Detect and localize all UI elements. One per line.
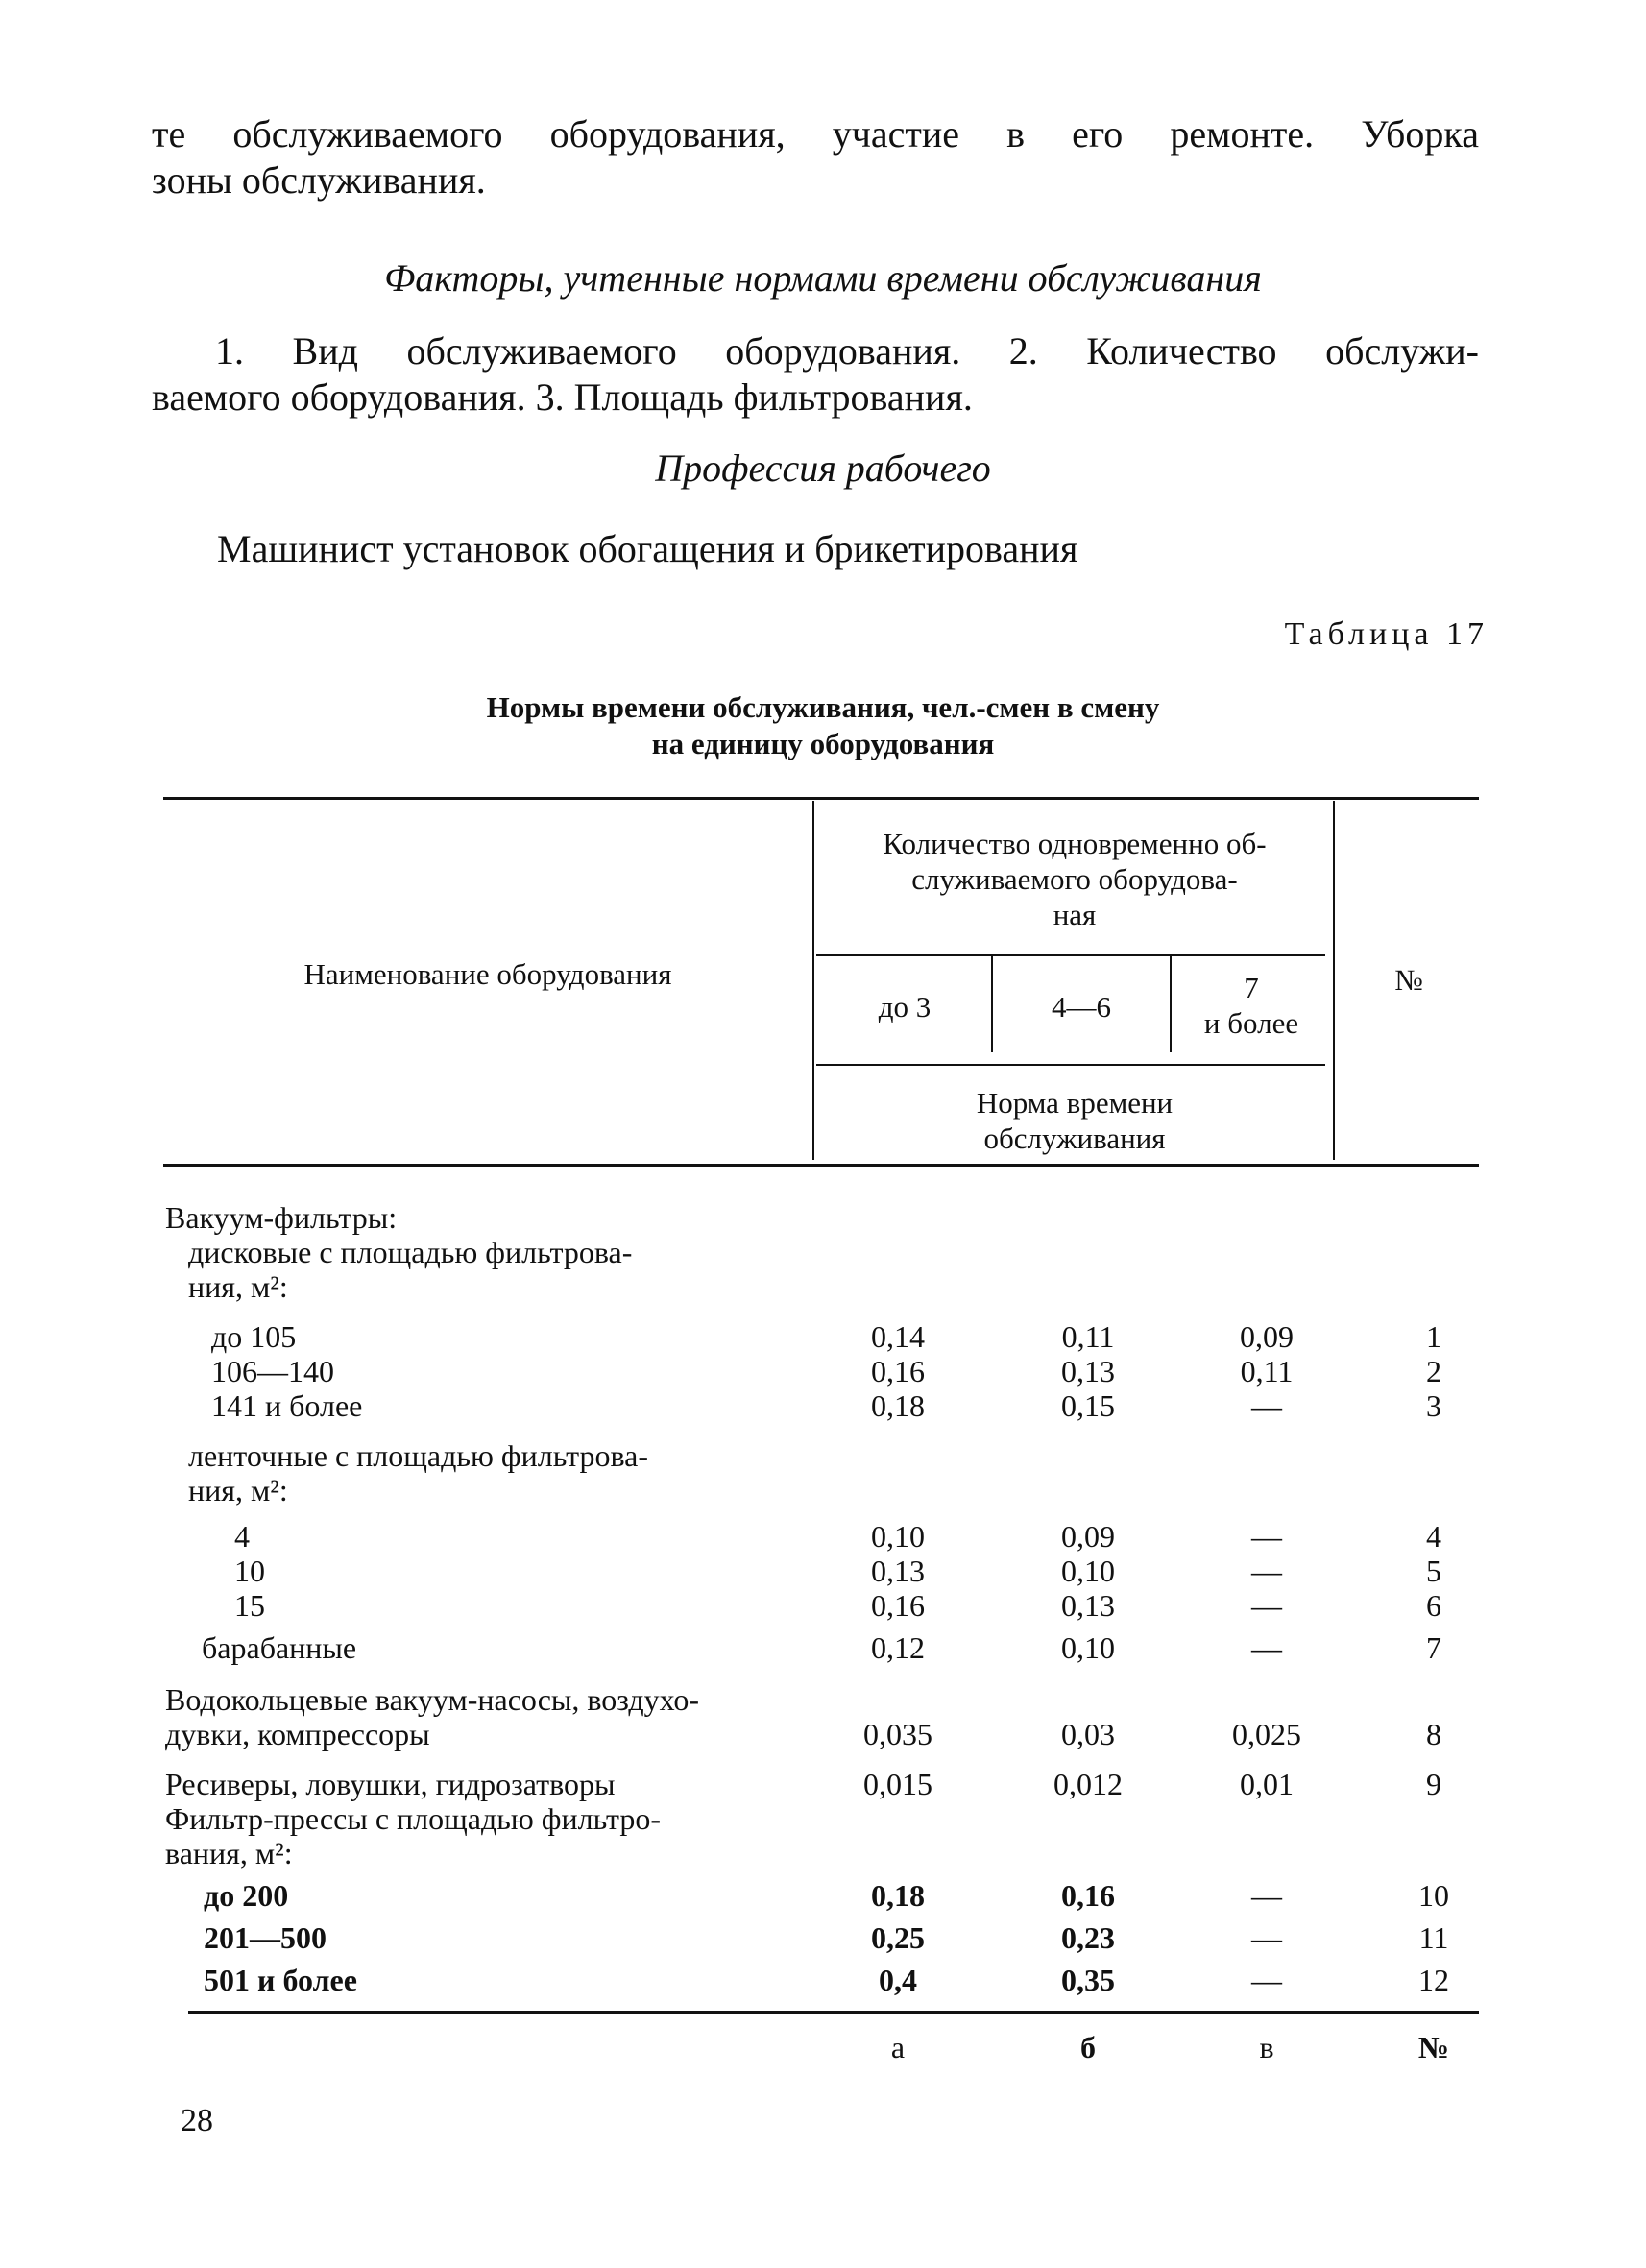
header-col-c-line-2: и более — [1203, 1006, 1299, 1040]
table-top-rule — [163, 797, 1479, 800]
table-label: Таблица 17 — [1284, 616, 1489, 652]
intro-line-2: зоны обслуживания. — [152, 158, 486, 202]
intro-line-1: те обслуживаемого оборудования, участие в его ремонте. Уборка — [152, 112, 1479, 156]
factors-line-1: 1. Вид обслуживаемого оборудования. 2. Количество обслужи- — [215, 329, 1479, 373]
row-value-a: 0,25 — [871, 1920, 925, 1955]
row-value-c: — — [1251, 1554, 1282, 1588]
header-qty-line-2: служиваемого оборудова- — [911, 862, 1238, 896]
factors-paragraph — [152, 328, 1479, 421]
row-value-a: 0,18 — [871, 1388, 925, 1423]
header-bottom-rule — [163, 1164, 1479, 1167]
row-no: 2 — [1426, 1354, 1441, 1388]
row-name: барабанные — [202, 1630, 357, 1665]
row-no: 1 — [1426, 1319, 1441, 1354]
row-value-c: — — [1251, 1963, 1282, 1997]
row-value-a: 0,035 — [863, 1717, 932, 1751]
group-belt-line-1: ленточные с площадью фильтрова- — [188, 1438, 648, 1473]
group-pumps-line-1: Водокольцевые вакуум-насосы, воздухо- — [165, 1682, 700, 1717]
group-vacuum-filters: Вакуум-фильтры: — [165, 1200, 398, 1235]
row-value-a: 0,015 — [863, 1767, 932, 1801]
row-no: 12 — [1418, 1963, 1449, 1997]
row-value-b: 0,15 — [1061, 1388, 1115, 1423]
row-value-c: 0,01 — [1240, 1767, 1294, 1801]
header-divider-left — [812, 801, 814, 1160]
header-col-c — [1172, 970, 1331, 1041]
header-no: № — [1394, 963, 1423, 997]
row-value-a: 0,10 — [871, 1519, 925, 1554]
header-qty-line-1: Количество одновременно об- — [883, 827, 1267, 860]
header-qty — [818, 826, 1331, 932]
header-name: Наименование оборудования — [303, 957, 672, 991]
row-value-b: 0,13 — [1061, 1588, 1115, 1623]
row-value-b: 0,012 — [1053, 1767, 1123, 1801]
row-name: 201—500 — [204, 1920, 327, 1955]
row-no: 4 — [1426, 1519, 1441, 1554]
row-value-a: 0,14 — [871, 1319, 925, 1354]
row-value-c: — — [1251, 1388, 1282, 1423]
row-no: 3 — [1426, 1388, 1441, 1423]
row-value-a: 0,4 — [879, 1963, 917, 1997]
table-title-line-2: на единицу оборудования — [651, 727, 995, 760]
row-value-c: 0,025 — [1232, 1717, 1301, 1751]
row-value-b: 0,11 — [1061, 1319, 1115, 1354]
footer-col-b: б — [1080, 2030, 1096, 2064]
group-filterpress-line-1: Фильтр-прессы с площадью фильтро- — [165, 1801, 661, 1836]
row-value-b: 0,23 — [1061, 1920, 1115, 1955]
row-name: 141 и более — [211, 1388, 363, 1423]
group-disc-line-1: дисковые с площадью фильтрова- — [188, 1235, 633, 1269]
row-value-b: 0,35 — [1061, 1963, 1115, 1997]
row-no: 9 — [1426, 1767, 1441, 1801]
row-value-c: — — [1251, 1878, 1282, 1913]
header-norm-line-1: Норма времени — [976, 1086, 1174, 1120]
row-no: 11 — [1418, 1920, 1449, 1955]
row-value-a: 0,18 — [871, 1878, 925, 1913]
row-name: 4 — [234, 1519, 250, 1554]
group-belt-line-2: ния, м²: — [188, 1473, 288, 1508]
profession-heading: Профессия рабочего — [655, 446, 991, 490]
header-col-c-line-1: 7 — [1244, 971, 1259, 1004]
table-title-line-1: Нормы времени обслуживания, чел.-смен в смену — [486, 690, 1160, 724]
table-bottom-rule — [188, 2011, 1479, 2014]
row-value-b: 0,13 — [1061, 1354, 1115, 1388]
header-norm-line-2: обслуживания — [983, 1122, 1166, 1155]
factors-heading: Факторы, учтенные нормами времени обслуживания — [384, 256, 1262, 300]
row-name: 15 — [234, 1588, 265, 1623]
row-value-c: — — [1251, 1920, 1282, 1955]
footer-col-a: а — [890, 2030, 906, 2064]
header-divider-right — [1333, 801, 1335, 1160]
row-no: 7 — [1426, 1630, 1441, 1665]
row-value-a: 0,16 — [871, 1354, 925, 1388]
page-number: 28 — [181, 2103, 213, 2138]
row-value-a: 0,12 — [871, 1630, 925, 1665]
row-name: 106—140 — [211, 1354, 334, 1388]
table-title — [0, 689, 1646, 762]
row-value-c: — — [1251, 1588, 1282, 1623]
row-value-b: 0,09 — [1061, 1519, 1115, 1554]
row-value-b: 0,10 — [1061, 1630, 1115, 1665]
row-value-c: 0,09 — [1240, 1319, 1294, 1354]
header-col-a: до 3 — [878, 990, 932, 1024]
header-norm — [818, 1085, 1331, 1156]
factors-line-2: ваемого оборудования. 3. Площадь фильтрования. — [152, 375, 973, 419]
row-no: 8 — [1426, 1717, 1441, 1751]
norm-subheader-rule — [816, 1064, 1325, 1066]
row-value-a: 0,13 — [871, 1554, 925, 1588]
row-value-a: 0,16 — [871, 1588, 925, 1623]
group-disc-line-2: ния, м²: — [188, 1269, 288, 1304]
profession-text: Машинист установок обогащения и брикетирования — [217, 527, 1078, 570]
row-value-b: 0,16 — [1061, 1878, 1115, 1913]
qty-subheader-rule — [816, 954, 1325, 956]
row-name: 501 и более — [204, 1963, 357, 1997]
header-qty-line-3: ная — [1053, 898, 1097, 931]
row-value-c: — — [1251, 1630, 1282, 1665]
row-name: до 200 — [204, 1878, 289, 1913]
intro-paragraph — [152, 111, 1479, 204]
row-name: 10 — [234, 1554, 265, 1588]
row-no: 5 — [1426, 1554, 1441, 1588]
row-value-b: 0,10 — [1061, 1554, 1115, 1588]
row-value-b: 0,03 — [1061, 1717, 1115, 1751]
row-no: 6 — [1426, 1588, 1441, 1623]
footer-no: № — [1417, 2030, 1450, 2064]
row-value-c: 0,11 — [1240, 1354, 1294, 1388]
header-col-b: 4—6 — [1052, 990, 1111, 1024]
row-name: до 105 — [211, 1319, 297, 1354]
row-name: Ресиверы, ловушки, гидрозатворы — [165, 1767, 616, 1801]
row-no: 10 — [1418, 1878, 1449, 1913]
group-filterpress-line-2: вания, м²: — [165, 1836, 293, 1870]
row-name: дувки, компрессоры — [165, 1717, 430, 1751]
footer-col-c: в — [1259, 2030, 1274, 2064]
row-value-c: — — [1251, 1519, 1282, 1554]
